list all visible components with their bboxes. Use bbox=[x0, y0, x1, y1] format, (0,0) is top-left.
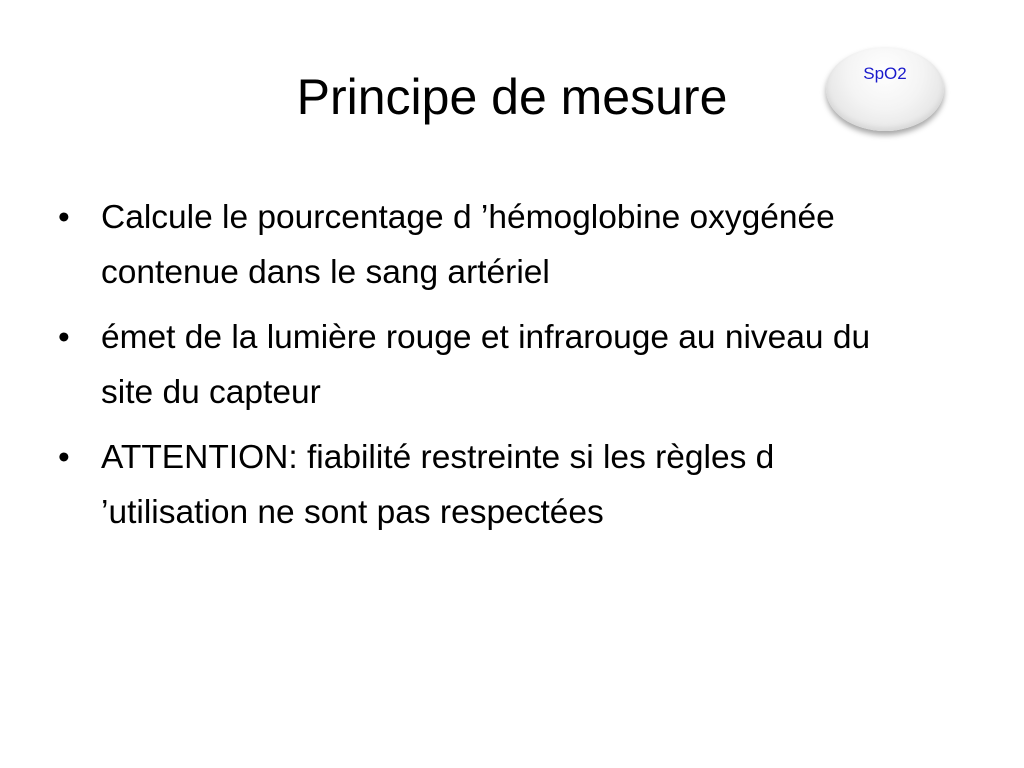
spo2-badge-label: SpO2 bbox=[863, 64, 907, 83]
bullet-dot-icon: • bbox=[58, 439, 70, 476]
bullet-item bbox=[58, 310, 918, 420]
bullet-dot-icon: • bbox=[58, 199, 70, 236]
bullet-text: émet de la lumière rouge et infrarouge au niveau du site du capteur bbox=[101, 319, 871, 411]
bullet-text: ATTENTION: fiabilité restreinte si les règles d ’utilisation ne sont pas respectées bbox=[101, 439, 775, 531]
bullet-item bbox=[58, 190, 918, 300]
slide-title: Principe de mesure bbox=[296, 69, 728, 125]
bullet-list bbox=[58, 190, 918, 550]
bullet-text: Calcule le pourcentage d ’hémoglobine oxygénée contenue dans le sang artériel bbox=[101, 199, 835, 291]
spo2-badge-button[interactable] bbox=[826, 47, 944, 131]
bullet-dot-icon: • bbox=[58, 319, 70, 356]
bullet-item bbox=[58, 430, 918, 540]
